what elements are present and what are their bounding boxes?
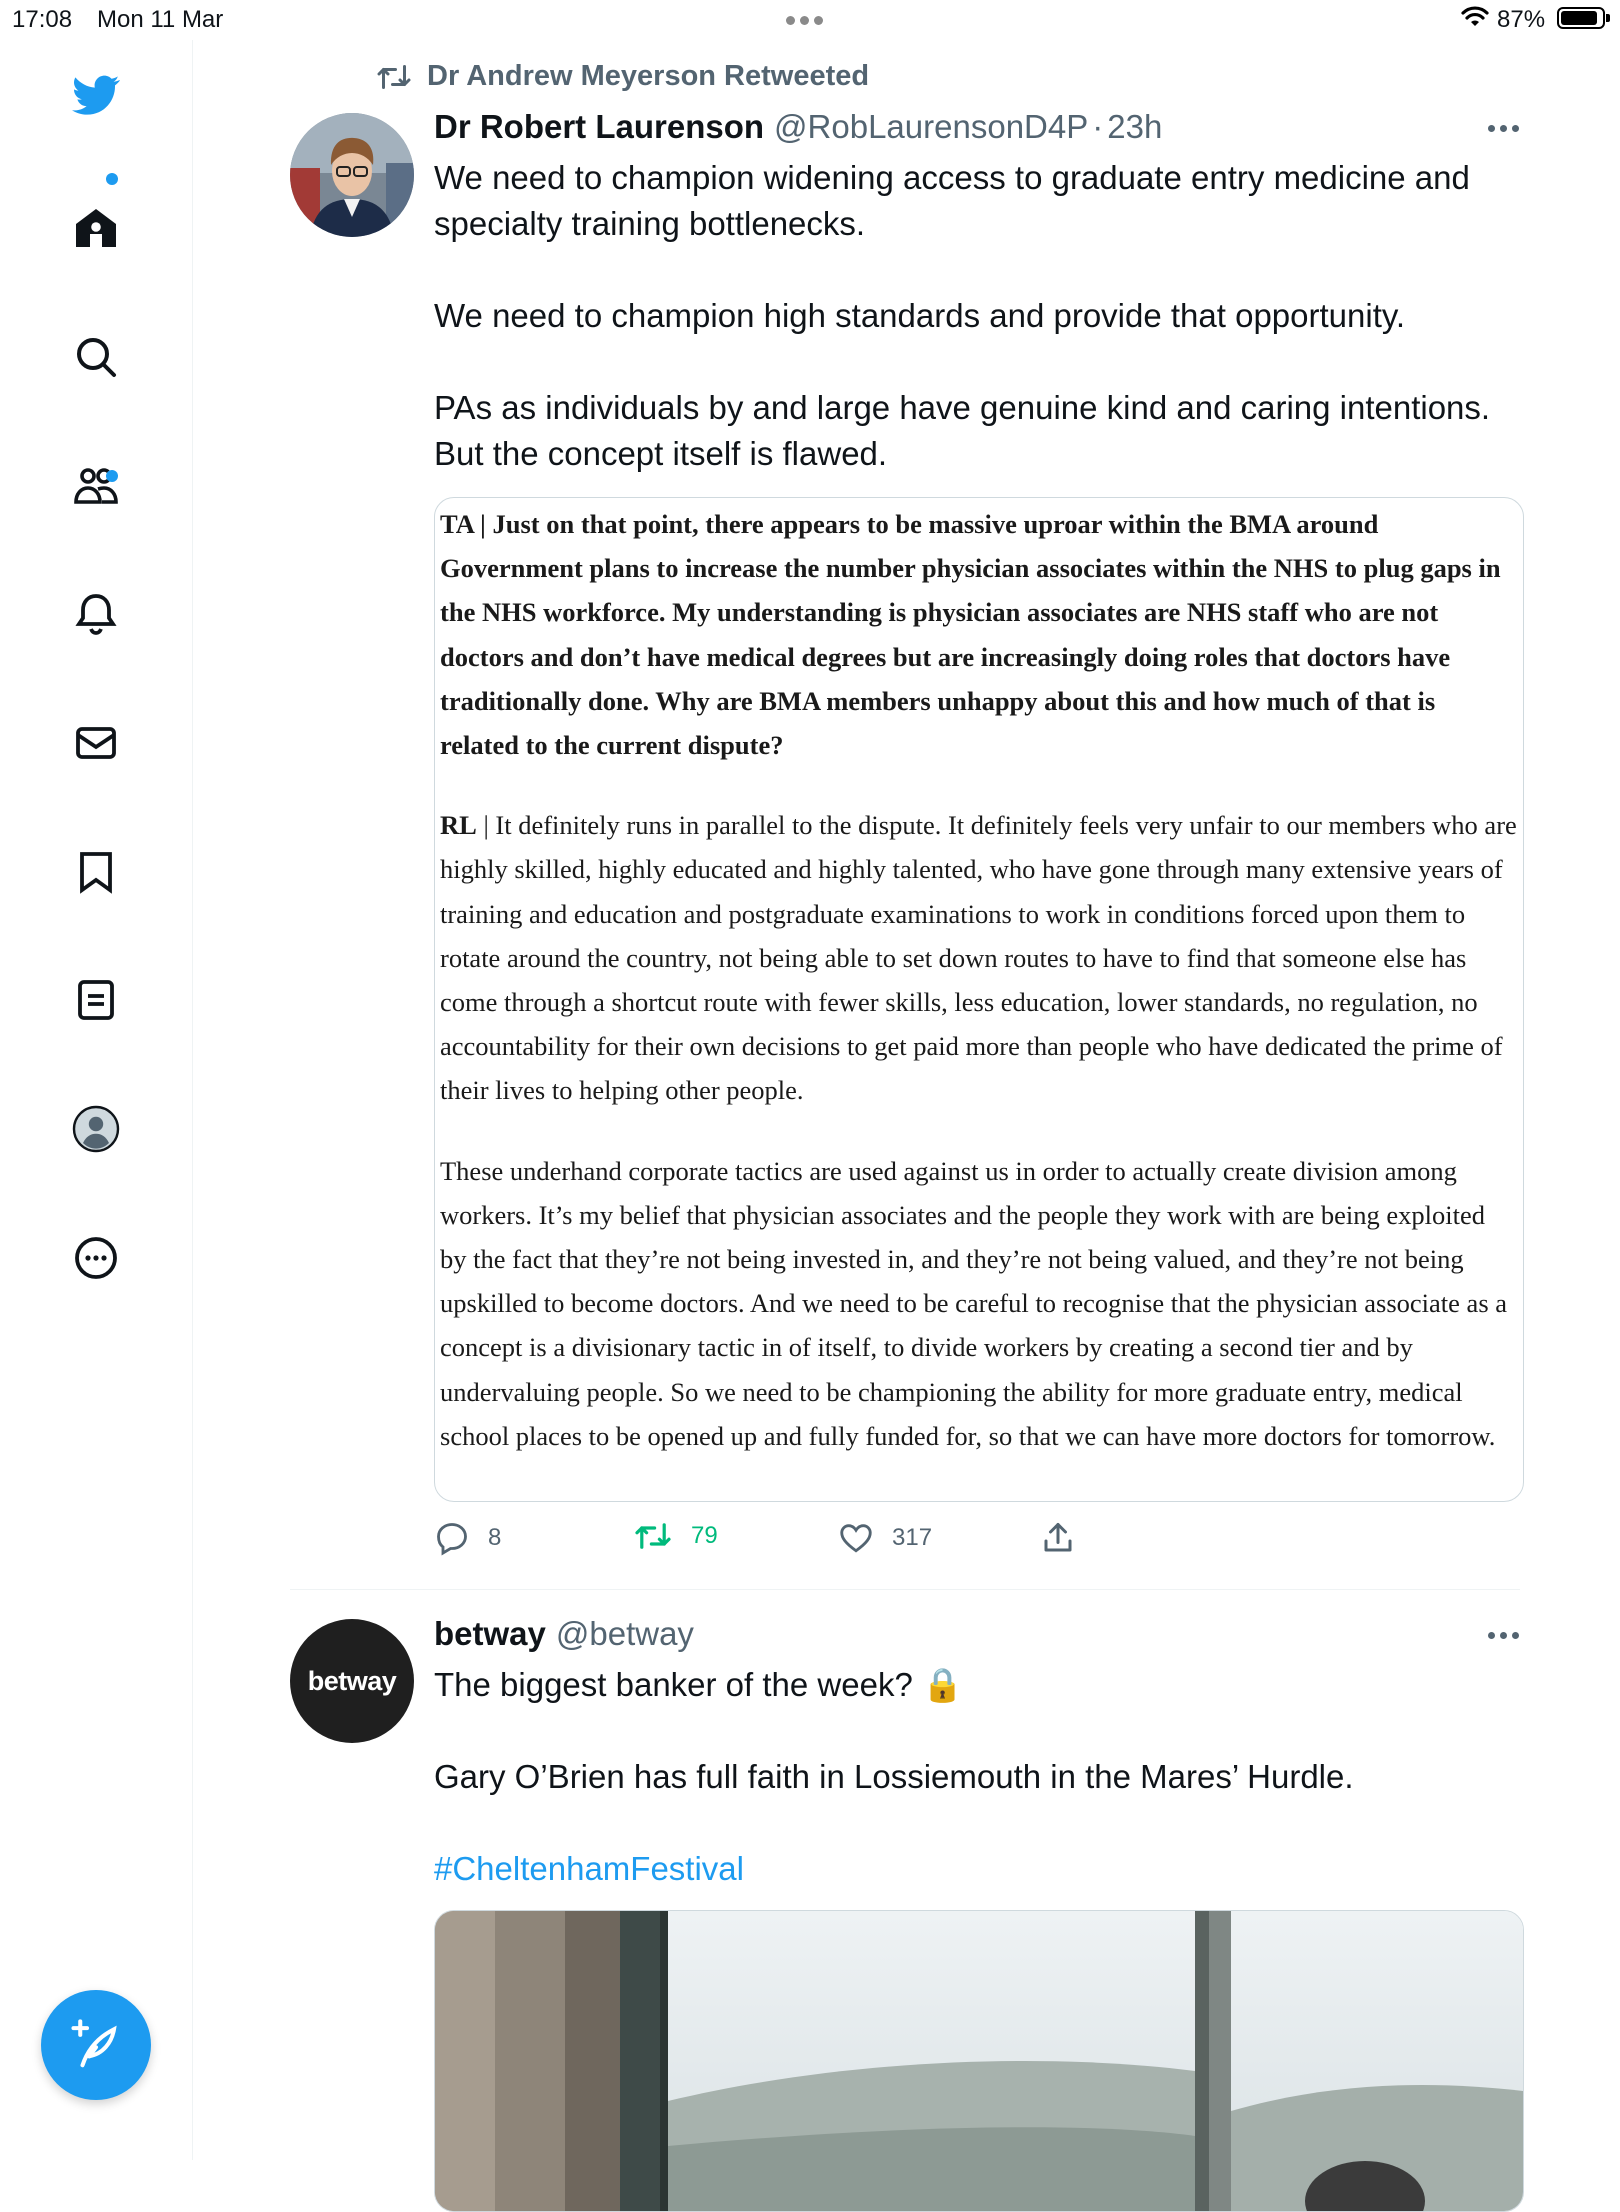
share-icon xyxy=(1040,1520,1076,1556)
compose-tweet-button[interactable] xyxy=(41,1990,151,2100)
betway-logo: betway xyxy=(307,1665,397,1696)
status-time: 17:08 xyxy=(12,6,73,33)
tweet-header xyxy=(434,1615,694,1653)
retweet-count: 79 xyxy=(691,1522,718,1549)
bell-icon[interactable] xyxy=(70,588,122,640)
tweet-paragraph: The biggest banker of the week? 🔒 xyxy=(434,1666,964,1703)
interview-answer-2: These underhand corporate tactics are used against us in order to actually create division among workers. It’s my belief that physician associates and the people they work with are being exploited by the fact that they’re not being invested in, and they’re not being valued, and they’re not being upskilled to become doctors. And we need to be careful to recognise that the physician associate as a concept is a divisionary tactic in of itself, to divide workers by creating a second tier and by undervaluing people. So we need to be championing the ability for more graduate entry, medical school places to be opened up and fully funded for, so that we can have more doctors for tomorrow. xyxy=(440,1155,1508,1451)
author-handle[interactable]: @RobLaurensonD4P xyxy=(774,108,1089,145)
tweet-paragraph: We need to champion high standards and provide that opportunity. xyxy=(434,297,1406,334)
tweet-paragraph: We need to champion widening access to graduate entry medicine and specialty training bottlenecks. xyxy=(434,159,1470,242)
tweet-text xyxy=(434,155,1534,477)
retweeted-by-label: Dr Andrew Meyerson Retweeted xyxy=(427,60,870,92)
tweet-more-icon[interactable] xyxy=(1488,1632,1519,1639)
status-date: Mon 11 Mar xyxy=(97,6,224,33)
profile-photo xyxy=(290,113,414,237)
avatar[interactable] xyxy=(290,113,414,237)
tweet-divider xyxy=(290,1589,1520,1590)
sidebar xyxy=(0,40,193,2160)
battery-icon xyxy=(1557,7,1605,29)
interview-answer-1 xyxy=(440,803,1518,1112)
answer-speaker: RL xyxy=(440,810,477,841)
tweet-image-document[interactable] xyxy=(434,497,1524,1502)
reply-button[interactable] xyxy=(434,1520,501,1556)
tweet-paragraph: Gary O’Brien has full faith in Lossiemouth in the Mares’ Hurdle. xyxy=(434,1758,1354,1795)
document-text xyxy=(440,502,1518,1494)
status-bar xyxy=(0,0,1620,40)
tweet-time[interactable]: 23h xyxy=(1107,108,1163,145)
author-handle[interactable]: @betway xyxy=(555,1615,694,1652)
lists-icon[interactable] xyxy=(70,974,122,1026)
mail-icon[interactable] xyxy=(70,717,122,769)
profile-icon[interactable] xyxy=(70,1103,122,1155)
tweet-text xyxy=(434,1662,1534,1892)
communities-icon[interactable] xyxy=(70,460,122,512)
interview-question: TA | Just on that point, there appears to be massive uproar within the BMA around Government plans to increase the number physician associates within the NHS to plug gaps in the NHS workforce. My understanding is physician associates are NHS staff who are not doctors and don’t have medical degrees but are increasingly doing roles that doctors have traditionally done. Why are BMA members unhappy about this and how much of that is related to the current dispute? xyxy=(440,509,1501,761)
heart-icon xyxy=(838,1520,874,1556)
reply-icon xyxy=(434,1520,470,1556)
answer-text: | It definitely runs in parallel to the dispute. It definitely feels very unfair to our members who are highly skilled, highly educated and highly talented, who have gone through many extensive years of training and education and postgraduate examinations to work in conditions forced upon them to rotate around the country, not being able to set down routes to have to find that someone else has come through a shortcut route with fewer skills, less education, lower standards, no regulation, no accountability for their own decisions to get paid more than people who have dedicated the prime of their lives to helping other people. xyxy=(440,810,1517,1106)
home-icon[interactable] xyxy=(70,202,122,254)
time-separator: · xyxy=(1092,108,1104,145)
like-count: 317 xyxy=(892,1524,933,1551)
wifi-icon xyxy=(1460,4,1490,30)
retweet-context[interactable] xyxy=(375,60,869,93)
battery-percent: 87% xyxy=(1497,6,1546,33)
tweet-paragraph: PAs as individuals by and large have genuine kind and caring intentions. But the concept itself is flawed. xyxy=(434,389,1491,472)
share-button[interactable] xyxy=(1040,1520,1076,1556)
retweet-button[interactable] xyxy=(633,1520,718,1552)
multitasking-dots-icon[interactable] xyxy=(786,16,823,25)
home-notification-dot xyxy=(106,173,118,185)
tweet-media-image[interactable] xyxy=(434,1910,1524,2212)
author-name[interactable]: betway xyxy=(434,1615,546,1652)
author-name[interactable]: Dr Robert Laurenson xyxy=(434,108,765,145)
twitter-bird-icon[interactable] xyxy=(70,69,122,121)
bookmark-icon[interactable] xyxy=(70,846,122,898)
reply-count: 8 xyxy=(488,1524,502,1551)
communities-notification-dot xyxy=(106,470,118,482)
feather-plus-icon xyxy=(69,2018,123,2072)
retweet-icon xyxy=(375,62,413,92)
avatar[interactable] xyxy=(290,1619,414,1743)
like-button[interactable] xyxy=(838,1520,932,1556)
search-icon[interactable] xyxy=(70,331,122,383)
photo xyxy=(435,1911,1523,2211)
tweet-more-icon[interactable] xyxy=(1488,125,1519,132)
tweet-header xyxy=(434,108,1162,146)
more-circle-icon[interactable] xyxy=(70,1232,122,1284)
hashtag-link[interactable]: #CheltenhamFestival xyxy=(434,1850,744,1887)
retweet-icon xyxy=(633,1520,673,1552)
